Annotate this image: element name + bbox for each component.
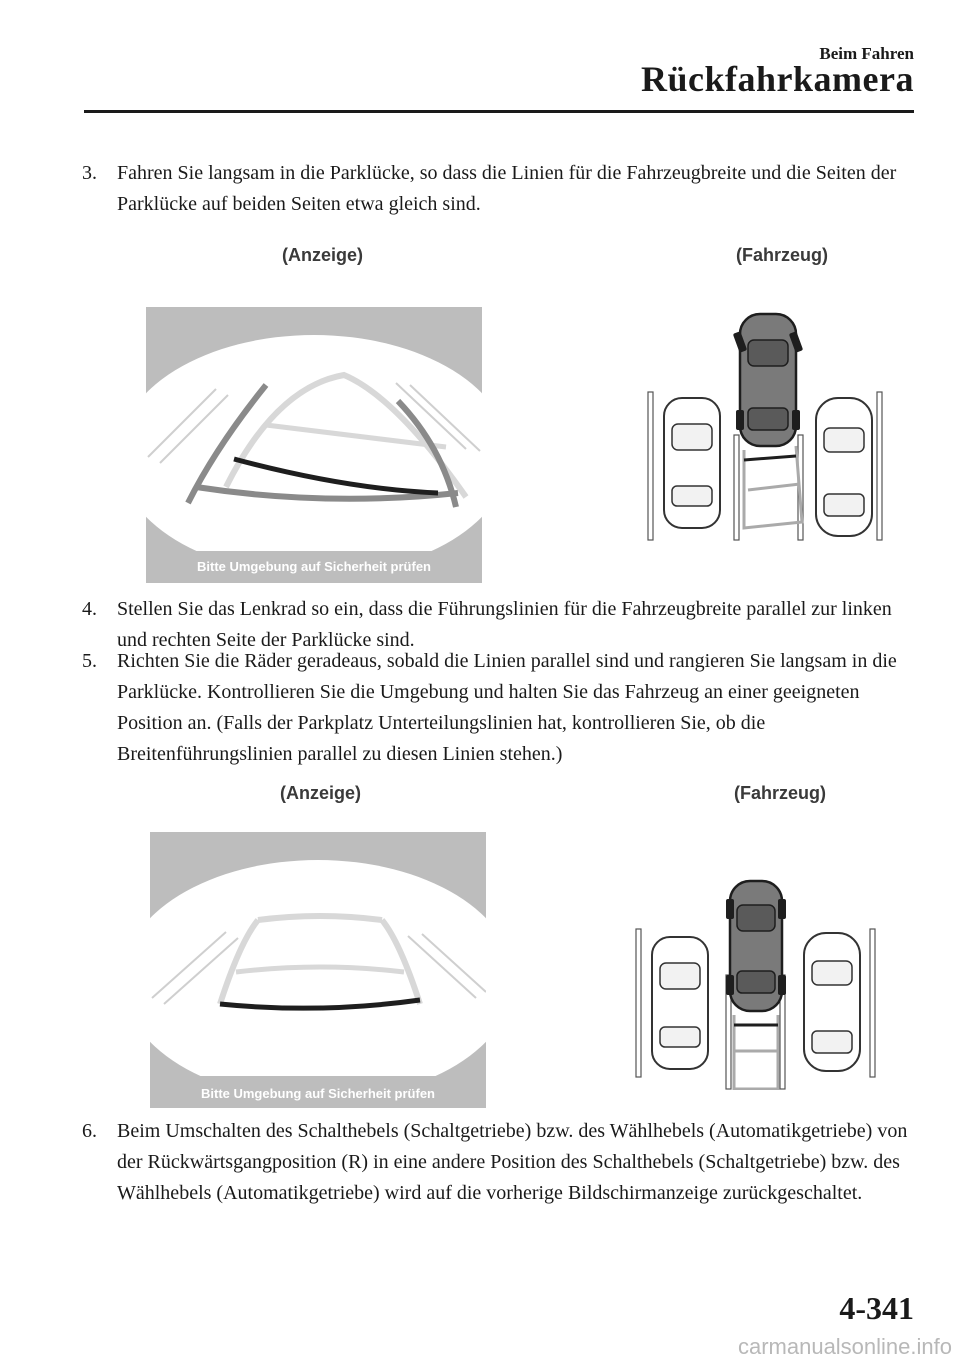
step-number: 4. (82, 598, 97, 620)
step-text: Stellen Sie das Lenkrad so ein, dass die Führungslinien für die Fahrzeugbreite parallel zur linken und rechten Seite der Parklücke sind. (117, 598, 892, 651)
step-text: Fahren Sie langsam in die Parklücke, so dass die Linien für die Fahrzeugbreite und die Seiten der Parklücke auf beiden Seiten etwa gleich sind. (117, 162, 897, 215)
step-5 (82, 646, 912, 770)
step-number: 6. (82, 1120, 97, 1142)
parked-car-left (664, 398, 720, 528)
step-6 (82, 1116, 912, 1209)
display-label: (Anzeige) (280, 783, 361, 803)
vehicle-label: (Fahrzeug) (734, 783, 826, 803)
parked-car-right (804, 933, 860, 1071)
screen-caption: Bitte Umgebung auf Sicherheit prüfen (200, 1086, 436, 1101)
vehicle-diagram (630, 875, 890, 1090)
step-number: 3. (82, 162, 97, 184)
step-number: 5. (82, 650, 97, 672)
own-car (726, 881, 786, 1011)
camera-display-screen (150, 832, 486, 1108)
watermark: carmanualsonline.info (737, 1334, 952, 1359)
vehicle-diagram (640, 300, 890, 550)
screen-caption: Bitte Umgebung auf Sicherheit prüfen (196, 559, 432, 574)
camera-display-screen (146, 307, 482, 583)
display-label: (Anzeige) (282, 245, 363, 265)
parked-car-left (652, 937, 708, 1069)
section-name: Beim Fahren (819, 44, 914, 63)
step-text: Richten Sie die Räder geradeaus, sobald die Linien parallel sind und rangieren Sie langsam in die Parklücke. Kontrollieren Sie die Umgebung und halten Sie das Fahrzeug an einer geeigneten Position an. (Falls der Parkplatz Unterteilungslinien hat, kontrollieren Sie, ob die Breitenführungslinien parallel zu diesen Linien stehen.) (117, 650, 897, 765)
vehicle-label: (Fahrzeug) (736, 245, 828, 265)
step-text: Beim Umschalten des Schalthebels (Schaltgetriebe) bzw. des Wählhebels (Automatikgetriebe) von der Rückwärtsgangposition (R) in eine andere Position des Schalthebels (Schaltgetriebe) bzw. des Wählhebels (Automatikgetriebe) wird auf die vorherige Bildschirmanzeige zurückgeschaltet. (117, 1120, 908, 1204)
parked-car-right (816, 398, 872, 536)
header-divider (84, 110, 914, 113)
page-title: Rückfahrkamera (641, 59, 914, 99)
own-car (733, 314, 803, 446)
step-3 (82, 158, 912, 220)
page-number: 4-341 (839, 1290, 914, 1326)
